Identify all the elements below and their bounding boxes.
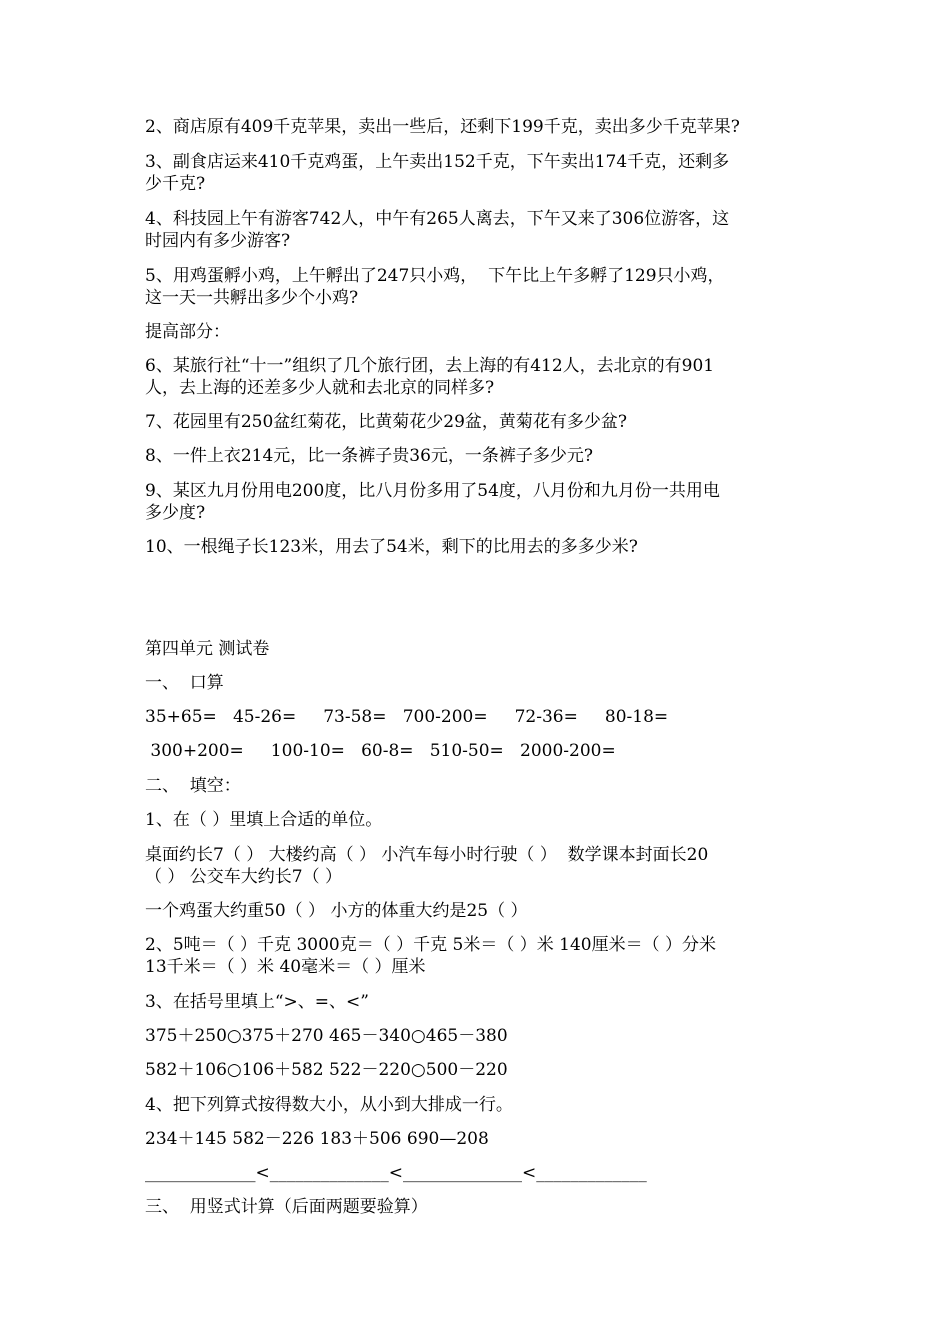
advanced-heading: 提高部分：	[145, 322, 230, 342]
question-4-line-2: 时园内有多少游客?	[145, 231, 291, 251]
part-3-heading: 三、 用竖式计算（后面两题要验算）	[145, 1197, 428, 1217]
part-1-heading: 一、 口算	[145, 673, 224, 693]
question-6-line-2: 人，去上海的还差多少人就和去北京的同样多?	[145, 378, 495, 398]
fill-4-answer-blanks: _____________<______________<______________<_____________	[145, 1163, 647, 1183]
fill-2-line-1: 2、5吨＝（ ）千克 3000克＝（ ）千克 5米＝（ ）米 140厘米＝（ ）分米	[145, 935, 716, 955]
question-9-line-2: 多少度?	[145, 503, 206, 523]
question-3-line-2: 少千克?	[145, 174, 206, 194]
fill-4-expressions: 234＋145 582－226 183＋506 690—208	[145, 1129, 489, 1149]
question-7: 7、花园里有250盆红菊花，比黄菊花少29盆，黄菊花有多少盆?	[145, 412, 628, 432]
question-3-line-1: 3、副食店运来410千克鸡蛋，上午卖出152千克，下午卖出174千克，还剩多	[145, 152, 730, 172]
question-6-line-1: 6、某旅行社“十一”组织了几个旅行团，去上海的有412人，去北京的有901	[145, 356, 715, 376]
question-5-line-1: 5、用鸡蛋孵小鸡，上午孵出了247只小鸡， 下午比上午多孵了129只小鸡，	[145, 266, 725, 286]
question-10: 10、一根绳子长123米，用去了54米，剩下的比用去的多多少米?	[145, 537, 638, 557]
fill-3-row-1: 375＋250○375＋270 465－340○465－380	[145, 1026, 508, 1046]
oral-calc-row-1: 35+65= 45-26= 73-58= 700-200= 72-36= 80-18=	[145, 707, 669, 727]
question-9-line-1: 9、某区九月份用电200度，比八月份多用了54度，八月份和九月份一共用电	[145, 481, 720, 501]
fill-1-line-2: （ ） 公交车大约长7（ ）	[145, 867, 343, 887]
fill-2-line-2: 13千米＝（ ）米 40毫米＝（ ）厘米	[145, 957, 426, 977]
fill-1-title: 1、在（ ）里填上合适的单位。	[145, 810, 383, 830]
fill-3-title: 3、在括号里填上“>、=、<”	[145, 992, 369, 1012]
question-5-line-2: 这一天一共孵出多少个小鸡?	[145, 288, 359, 308]
unit-title: 第四单元 测试卷	[145, 639, 270, 659]
fill-1-line-3: 一个鸡蛋大约重50（ ） 小方的体重大约是25（ ）	[145, 901, 528, 921]
question-8: 8、一件上衣214元，比一条裤子贵36元，一条裤子多少元?	[145, 446, 594, 466]
question-4-line-1: 4、科技园上午有游客742人，中午有265人离去，下午又来了306位游客，这	[145, 209, 730, 229]
part-2-heading: 二、 填空：	[145, 776, 241, 796]
oral-calc-row-2: 300+200= 100-10= 60-8= 510-50= 2000-200=	[145, 741, 616, 761]
fill-1-line-1: 桌面约长7（ ） 大楼约高（ ） 小汽车每小时行驶（ ） 数学课本封面长20	[145, 845, 709, 865]
fill-3-row-2: 582＋106○106＋582 522－220○500－220	[145, 1060, 508, 1080]
question-2: 2、商店原有409千克苹果，卖出一些后，还剩下199千克，卖出多少千克苹果?	[145, 117, 740, 137]
fill-4-title: 4、把下列算式按得数大小，从小到大排成一行。	[145, 1095, 513, 1115]
